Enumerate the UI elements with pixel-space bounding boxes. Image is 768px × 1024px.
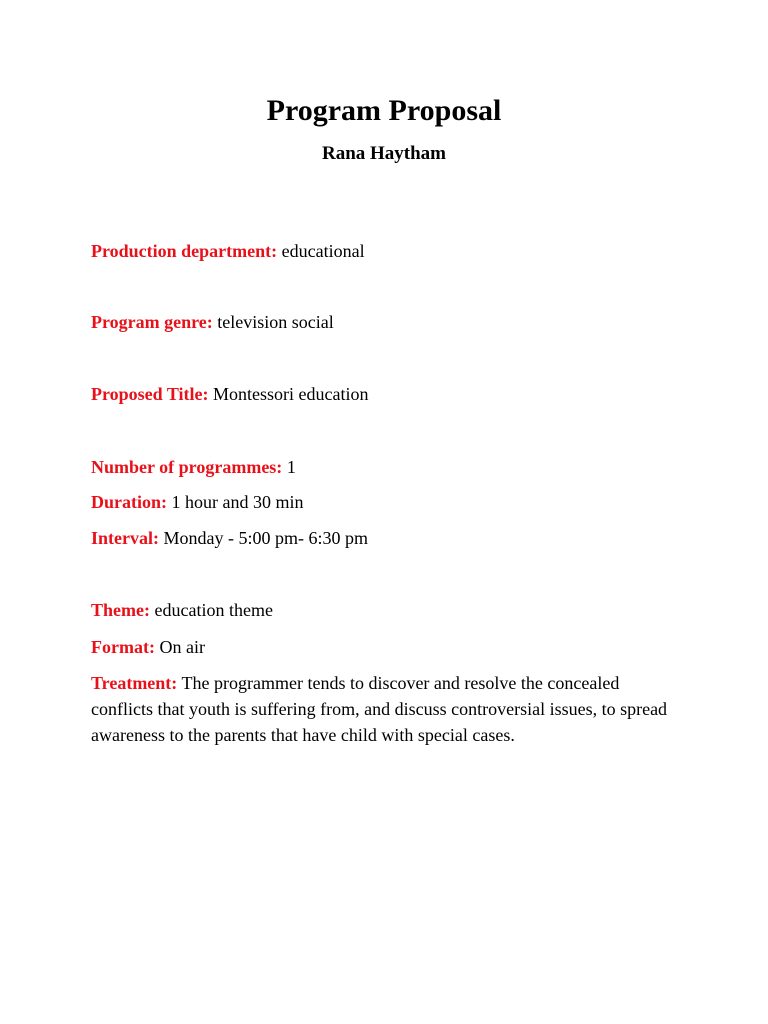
- field-label: Production department:: [91, 241, 278, 261]
- field-value: education theme: [154, 600, 273, 620]
- field-duration: [91, 489, 304, 515]
- document-author: Rana Haytham: [321, 143, 447, 164]
- field-value: On air: [159, 637, 205, 657]
- field-value: Montessori education: [213, 384, 369, 404]
- field-label: Duration:: [91, 492, 167, 512]
- field-label: Proposed Title:: [91, 384, 209, 404]
- field-treatment: [91, 670, 681, 748]
- field-number-of-programmes: [91, 454, 296, 480]
- field-production-department: [91, 238, 365, 264]
- field-format: [91, 634, 205, 660]
- field-label: Format:: [91, 637, 155, 657]
- document-title: Program Proposal: [266, 94, 502, 127]
- field-label: Treatment:: [91, 673, 178, 693]
- field-value: 1: [286, 457, 296, 477]
- field-label: Theme:: [91, 600, 150, 620]
- field-program-genre: [91, 309, 334, 335]
- field-theme: [91, 597, 273, 623]
- field-value: educational: [281, 241, 365, 261]
- field-value: 1 hour and 30 min: [171, 492, 304, 512]
- field-label: Number of programmes:: [91, 457, 283, 477]
- field-value: Monday - 5:00 pm- 6:30 pm: [163, 528, 368, 548]
- field-proposed-title: [91, 381, 369, 407]
- field-label: Program genre:: [91, 312, 213, 332]
- field-label: Interval:: [91, 528, 159, 548]
- field-interval: [91, 525, 368, 551]
- field-value: The programmer tends to discover and resolve the concealed conflicts that youth is suffering from, and discuss controversial issues, to spread awareness to the parents that have child with special cases.: [91, 673, 668, 745]
- field-value: television social: [217, 312, 334, 332]
